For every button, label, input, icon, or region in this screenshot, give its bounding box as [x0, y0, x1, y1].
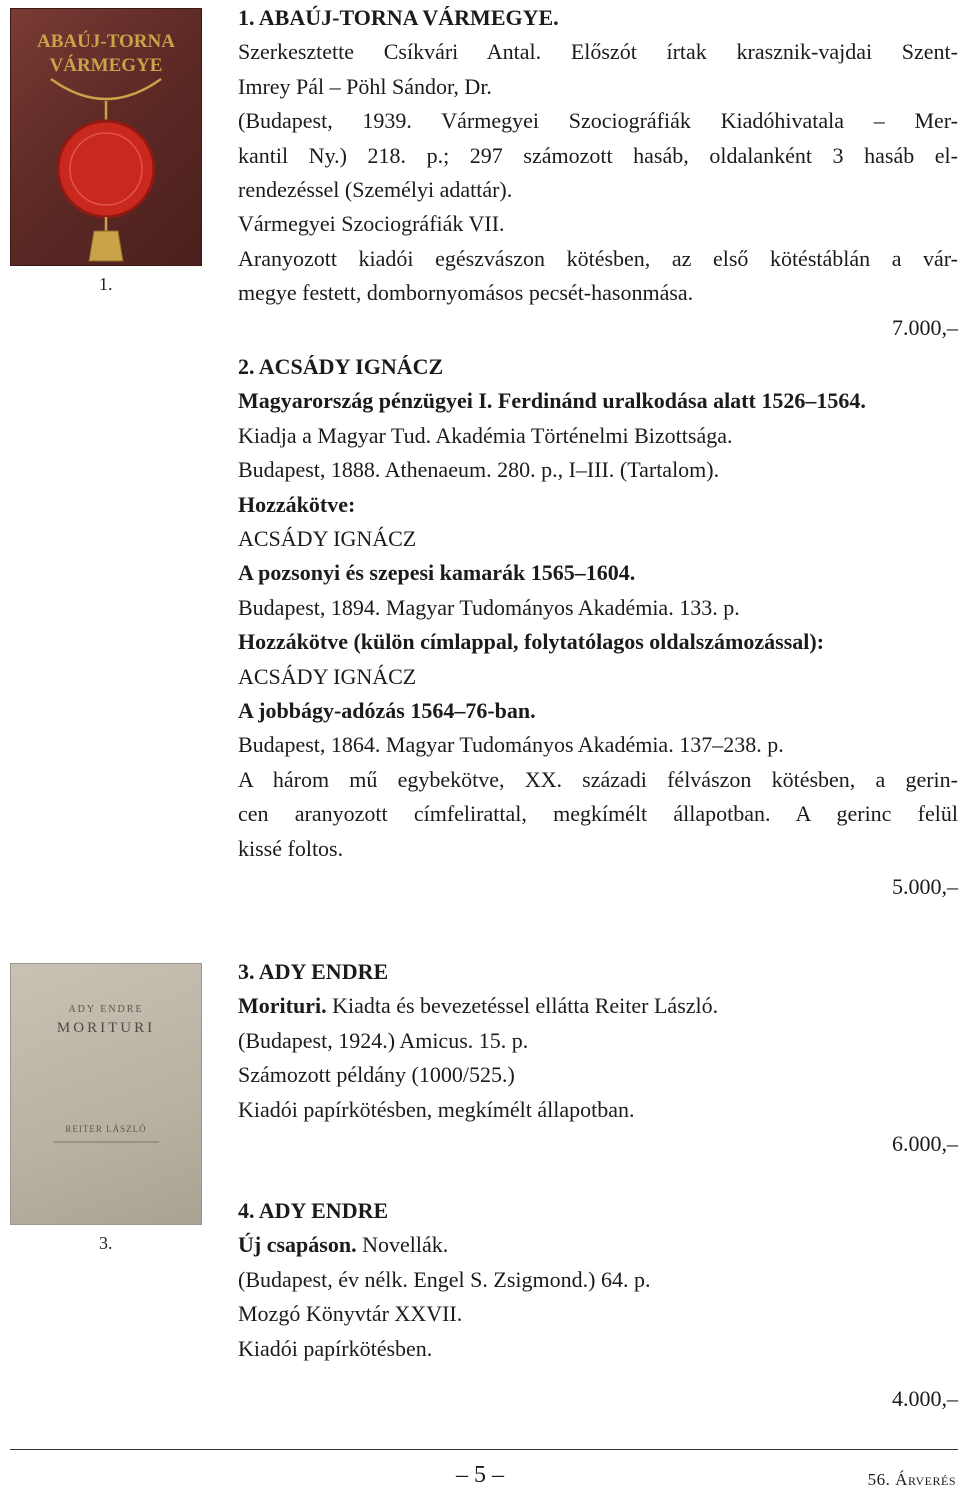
- cover3-title: MORITURI: [56, 1020, 156, 1036]
- figure-caption-3: 3.: [99, 1233, 113, 1253]
- lot-heading: 1. ABAÚJ-TORNA VÁRMEGYE.: [238, 5, 559, 30]
- lot-title: Új csapáson.: [238, 1232, 357, 1258]
- lot-price: 7.000,–: [892, 314, 958, 340]
- lot-title-rest: Novellák.: [356, 1232, 449, 1258]
- lot-price: 6.000,–: [892, 1131, 958, 1157]
- lot-title-rest: Kiadta és bevezetéssel ellátta Reiter László.: [326, 993, 719, 1019]
- lot-title: Morituri.: [238, 993, 327, 1019]
- lot-heading: 3. ADY ENDRE: [238, 959, 389, 984]
- lot-entry-1: [238, 1, 958, 345]
- lot-entry-2: [238, 350, 958, 905]
- lot-text-line: A három mű egybekötve, XX. századi félvászon kötésben, a gerin-: [238, 766, 958, 792]
- lot-price: 4.000,–: [892, 1386, 958, 1412]
- bound-author: ACSÁDY IGNÁCZ: [238, 663, 417, 689]
- cover-illustration-1: [11, 9, 201, 265]
- bound-label: Hozzákötve (külön címlappal, folytatólagos oldalszámozással):: [238, 629, 825, 655]
- lot-text-line: Kiadja a Magyar Tud. Akadémia Történelmi Bizottsága.: [238, 422, 733, 448]
- lot-text-line: (Budapest, 1939. Vármegyei Szociográfiák Kiadóhivatala – Mer-: [238, 108, 958, 134]
- lot-price: 5.000,–: [892, 874, 958, 900]
- lot-title-line: [238, 989, 958, 1023]
- bound-title: A pozsonyi és szepesi kamarák 1565–1604.: [238, 560, 636, 586]
- bound-publication: Budapest, 1864. Magyar Tudományos Akadémia. 137–238. p.: [238, 732, 784, 758]
- lot-text-line: Imrey Pál – Pöhl Sándor, Dr.: [238, 73, 492, 99]
- bound-publication: Budapest, 1894. Magyar Tudományos Akadémia. 133. p.: [238, 594, 740, 620]
- cover1-title-line2: VÁRMEGYE: [49, 55, 163, 76]
- cover1-title-line1: ABAÚJ-TORNA: [37, 31, 175, 52]
- lot-heading: 4. ADY ENDRE: [238, 1198, 389, 1223]
- page-number: – 5 –: [456, 1462, 504, 1488]
- bound-label: Hozzákötve:: [238, 491, 356, 517]
- lot-text-line: Szerkesztette Csíkvári Antal. Előszót írtak krasznik-vajdai Szent-: [238, 39, 958, 65]
- lot-text-line: megye festett, dombornyomásos pecsét-hasonmása.: [238, 280, 694, 306]
- bound-title: A jobbágy-adózás 1564–76-ban.: [238, 698, 536, 724]
- lot-text-line: Aranyozott kiadói egészvászon kötésben, az első kötéstáblán a vár-: [238, 245, 958, 271]
- cover3-author: ADY ENDRE: [68, 1004, 144, 1015]
- lot-text-line: kissé foltos.: [238, 835, 344, 861]
- lot-text-line: Vármegyei Szociográfiák VII.: [238, 211, 505, 237]
- lot-text-line: Kiadói papírkötésben.: [238, 1335, 433, 1361]
- lot-title: Magyarország pénzügyei I. Ferdinánd uralkodása alatt 1526–1564.: [238, 388, 866, 414]
- lot-text-line: cen aranyozott címfelirattal, megkímélt állapotban. A gerinc felül: [238, 801, 958, 827]
- cover-image-morituri: [10, 963, 202, 1225]
- lot-title-line: [238, 1228, 958, 1262]
- auction-word: Árverés: [895, 1470, 956, 1489]
- wax-seal-icon: [58, 121, 154, 217]
- cover-image-abauj-torna: [10, 8, 202, 266]
- lot-text-line: Mozgó Könyvtár XXVII.: [238, 1301, 463, 1327]
- lot-text-line: Budapest, 1888. Athenaeum. 280. p., I–III. (Tartalom).: [238, 457, 720, 483]
- lot-text-line: rendezéssel (Személyi adattár).: [238, 177, 513, 203]
- tassel-icon: [89, 231, 123, 261]
- lot-text-line: kantil Ny.) 218. p.; 297 számozott hasáb, oldalanként 3 hasáb el-: [238, 142, 958, 168]
- auction-label: [868, 1470, 956, 1490]
- lot-text-line: Kiadói papírkötésben, megkímélt állapotban.: [238, 1096, 635, 1122]
- lot-text-line: (Budapest, 1924.) Amicus. 15. p.: [238, 1027, 529, 1053]
- cover-illustration-3: [11, 964, 201, 1224]
- lot-heading: 2. ACSÁDY IGNÁCZ: [238, 354, 444, 379]
- cover3-publisher: REITER LÁSZLÓ: [65, 1124, 147, 1134]
- footer-divider: [10, 1449, 958, 1450]
- lot-text-line: (Budapest, év nélk. Engel S. Zsigmond.) 64. p.: [238, 1266, 651, 1292]
- lot-text-line: Számozott példány (1000/525.): [238, 1062, 515, 1088]
- lot-entry-3: [238, 955, 958, 1161]
- bound-author: ACSÁDY IGNÁCZ: [238, 526, 417, 552]
- cord-shape: [51, 79, 161, 99]
- auction-number: 56.: [867, 1470, 891, 1489]
- lot-entry-4: [238, 1194, 958, 1416]
- figure-caption-1: 1.: [99, 274, 113, 294]
